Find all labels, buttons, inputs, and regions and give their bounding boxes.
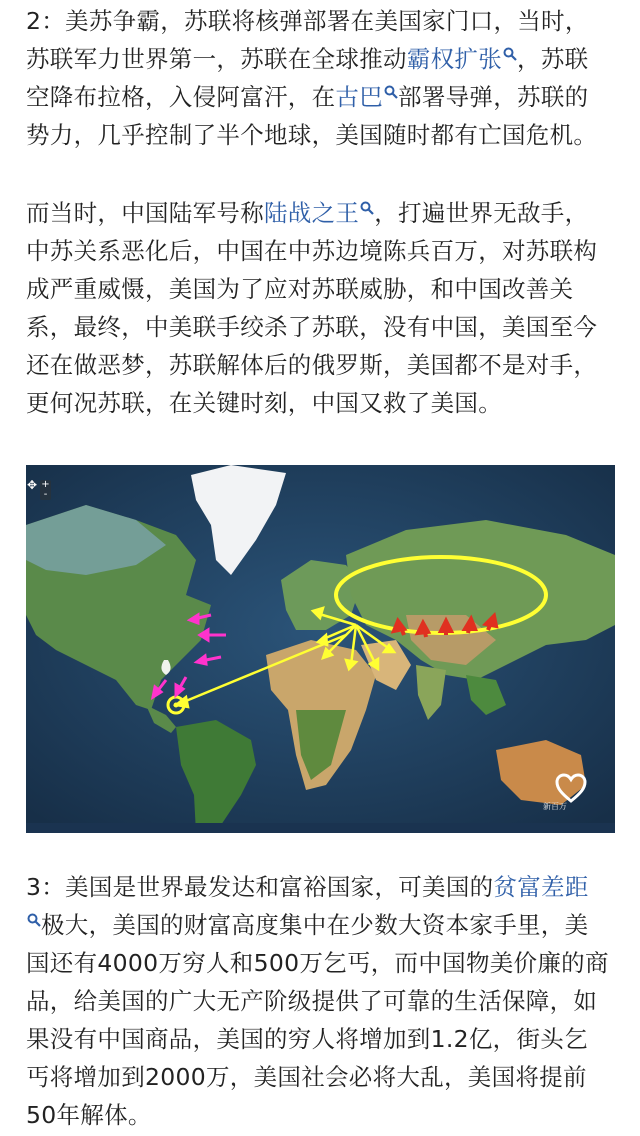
- text-segment: 极大，美国的财富高度集中在少数大资本家手里，美: [41, 911, 589, 939]
- text-line: 2：美苏争霸，苏联将核弹部署在美国家门口，当时，: [26, 7, 589, 35]
- keyword-link-king-of-land-warfare[interactable]: [264, 199, 374, 227]
- pan-icon[interactable]: ✥: [27, 478, 38, 492]
- text-line: [26, 78, 618, 116]
- keyword-link-label: 霸权扩张: [406, 45, 503, 73]
- text-line: 更何况苏联，在关键时刻，中国又救了美国。: [26, 389, 502, 417]
- keyword-link-hegemony[interactable]: [407, 45, 517, 73]
- text-line: 还在做恶梦，苏联解体后的俄罗斯，美国都不是对手，: [26, 351, 598, 379]
- text-line: 系，最终，中美联手绞杀了苏联，没有中国，美国至今: [26, 313, 598, 341]
- text-line: [26, 868, 618, 906]
- text-line: 品，给美国的广大无产阶级提供了可靠的生活保障，如: [26, 987, 598, 1015]
- map-illustration: [26, 465, 615, 833]
- text-segment: 空降布拉格，入侵阿富汗，在: [26, 83, 336, 111]
- text-line: [26, 906, 618, 944]
- watermark-text: 新百万: [543, 802, 567, 811]
- search-icon[interactable]: [27, 913, 41, 927]
- text-line: 成严重威慑，美国为了应对苏联威胁，和中国改善关: [26, 275, 574, 303]
- text-line: 中苏关系恶化后，中国在中苏边境陈兵百万，对苏联构: [26, 237, 598, 265]
- search-icon: [503, 47, 517, 61]
- text-line: [26, 40, 618, 78]
- text-line: 势力，几乎控制了半个地球，美国随时都有亡国危机。: [26, 121, 598, 149]
- text-line: 国还有4000万穷人和500万乞丐，而中国物美价廉的商: [26, 949, 609, 977]
- keyword-link-cuba[interactable]: [335, 83, 398, 111]
- heart-icon[interactable]: [555, 773, 587, 803]
- zoom-control[interactable]: [40, 480, 51, 500]
- text-line: [26, 194, 618, 232]
- zoom-out-button[interactable]: -: [43, 489, 48, 500]
- zoom-in-button[interactable]: +: [41, 479, 50, 490]
- search-icon: [360, 201, 374, 215]
- search-icon: [384, 85, 398, 99]
- text-line: 果没有中国商品，美国的穷人将增加到1.2亿，街头乞: [26, 1025, 588, 1053]
- text-line: 50年解体。: [26, 1101, 152, 1129]
- text-segment: 3：美国是世界最发达和富裕国家，可美国的: [26, 873, 494, 901]
- text-segment: 部署导弹，苏联的: [398, 83, 589, 111]
- keyword-link-wealth-gap[interactable]: 贫富差距: [493, 873, 589, 901]
- paragraph-1: [26, 2, 618, 154]
- paragraph-2: [26, 194, 618, 422]
- text-segment: ，苏联: [517, 45, 589, 73]
- world-map-image: [26, 465, 615, 833]
- text-segment: 而当时，中国陆军号称: [26, 199, 264, 227]
- keyword-link-label: 古巴: [335, 83, 384, 111]
- text-segment: ，打遍世界无敌手，: [374, 199, 589, 227]
- text-segment: 苏联军力世界第一，苏联在全球推动: [26, 45, 407, 73]
- text-line: 丐将增加到2000万，美国社会必将大乱，美国将提前: [26, 1063, 587, 1091]
- keyword-link-label: 陆战之王: [264, 199, 360, 227]
- paragraph-3: [26, 868, 618, 1134]
